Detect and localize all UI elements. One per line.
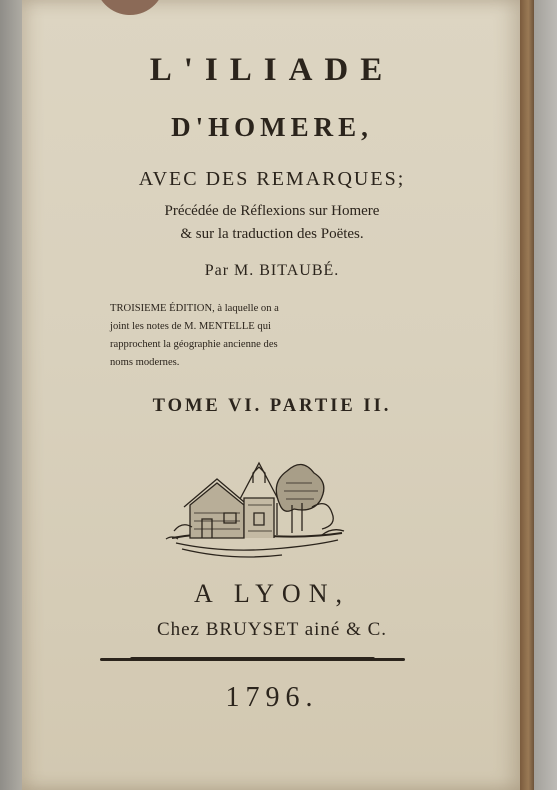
book-title: L'ILIADE (149, 52, 395, 88)
preceded-line-1: Précédée de Réflexions sur Homere (164, 203, 380, 219)
translator-line: Par M. BITAUBÉ. (204, 262, 340, 279)
publication-place: A LYON, (194, 579, 350, 608)
edition-note-line: joint les notes de M. MENTELLE qui (110, 321, 271, 332)
book-author-subtitle: D'HOMERE, (171, 112, 373, 142)
volume-line: TOME VI. PARTIE II. (152, 396, 392, 416)
remarks-line: AVEC DES REMARQUES; (138, 168, 406, 190)
publisher-line: Chez BRUYSET ainé & C. (156, 619, 388, 640)
edition-note-line: TROISIEME ÉDITION, à laquelle on a (110, 303, 279, 314)
edition-note-line: noms modernes. (110, 357, 180, 368)
vignette-engraving (162, 443, 352, 573)
book-title-page (22, 0, 522, 790)
book-spine-edge (520, 0, 534, 790)
ornamental-rule (130, 657, 375, 661)
publication-year: 1796. (225, 682, 319, 713)
preceded-line-2: & sur la traduction des Poëtes. (180, 226, 364, 242)
edition-note (110, 300, 455, 372)
edition-note-line: rapprochent la géographie ancienne des (110, 339, 278, 350)
